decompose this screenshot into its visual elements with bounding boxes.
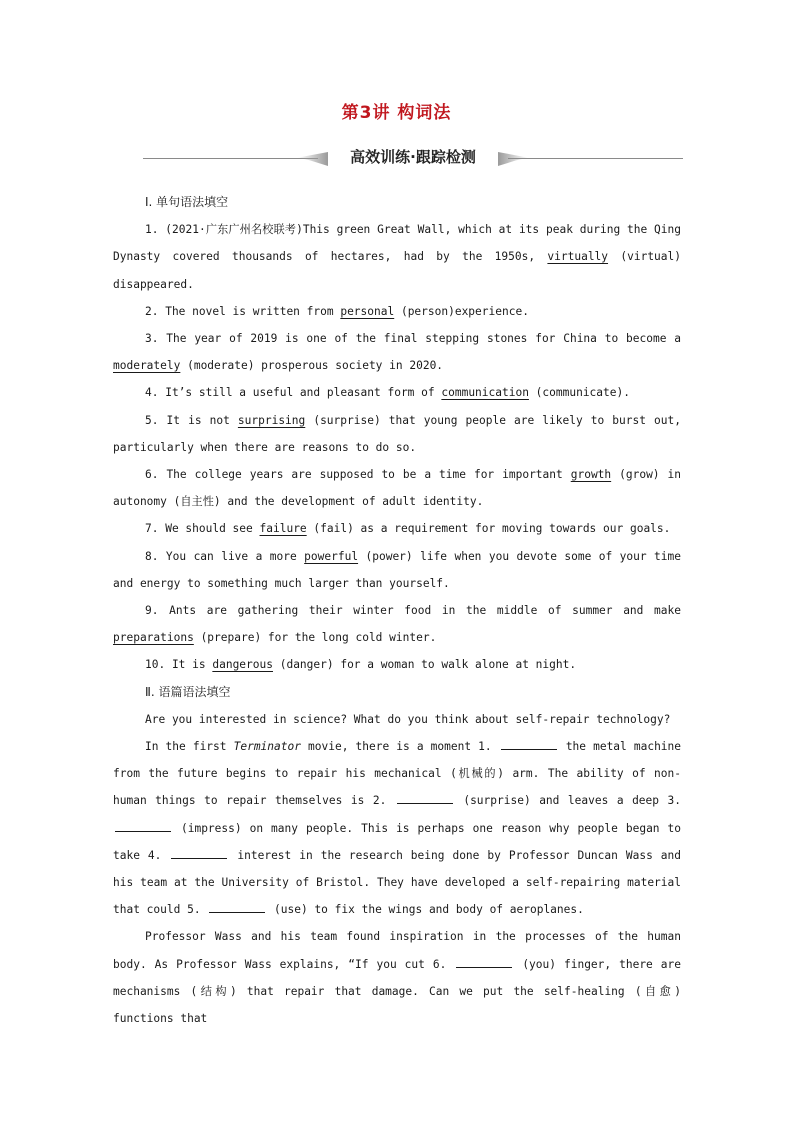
question-item: 5. It is not surprising (surprise) that young people are likely to burst out, particularly when there are reasons to do so. (113, 413, 681, 454)
worksheet-content (113, 189, 681, 1032)
banner-right-wedge (498, 152, 528, 166)
question-item: 8. You can live a more powerful (power) life when you devote some of your time and energy to something much larger than yourself. (113, 549, 681, 590)
question-item: 1. (2021·广东广州名校联考)This green Great Wall, which at its peak during the Qing Dynasty covered thousands of hectares, had by the 1950s, virtually (virtual) disappeared. (113, 223, 681, 291)
answer-text: virtually (547, 250, 609, 264)
answer-text: growth (570, 468, 612, 482)
answer-text: communication (441, 386, 529, 400)
answer-text: preparations (113, 631, 194, 645)
blank-2[interactable] (397, 790, 453, 804)
question-item: 9. Ants are gathering their winter food in the middle of summer and make preparations (prepare) for the long cold winter. (113, 604, 681, 645)
blank-1[interactable] (501, 736, 557, 750)
blank-5[interactable] (209, 899, 265, 913)
answer-text: powerful (304, 549, 359, 563)
page-title: 第3讲 构词法 (341, 103, 452, 123)
banner-right-line (508, 158, 683, 159)
section-heading-1: Ⅰ. 单句语法填空 (145, 195, 229, 209)
banner-left-line (143, 158, 318, 159)
section-banner (143, 144, 683, 172)
banner-title: 高效训练·跟踪检测 (350, 148, 476, 166)
answer-text: personal (340, 304, 395, 318)
section-heading-2: Ⅱ. 语篇语法填空 (145, 684, 231, 699)
blank-3[interactable] (115, 818, 171, 832)
question-item: 7. We should see failure (fail) as a requirement for moving towards our goals. (145, 522, 671, 536)
answer-text: failure (259, 522, 307, 536)
passage-paragraph-2: Professor Wass and his team found inspiration in the processes of the human body. As Professor Wass explains, “If you cut 6. (you) finger, there are mechanisms (结构) that repair that damage. Can we put the self-healing (自愈) functions that (113, 930, 681, 1026)
question-item: 10. It is dangerous (danger) for a woman to walk alone at night. (145, 658, 577, 672)
answer-text: dangerous (212, 658, 273, 672)
question-item: 6. The college years are supposed to be a time for important growth (grow) in autonomy (自主性) and the development of adult identity. (113, 468, 681, 509)
question-item: 2. The novel is written from personal (person)experience. (145, 304, 529, 318)
question-item: 3. The year of 2019 is one of the final stepping stones for China to become a moderately (moderate) prosperous society in 2020. (113, 332, 681, 373)
blank-6[interactable] (456, 954, 512, 968)
movie-title: Terminator (233, 740, 301, 754)
blank-4[interactable] (171, 845, 227, 859)
answer-text: moderately (113, 359, 181, 373)
answer-text: surprising (237, 413, 306, 427)
passage-paragraph-1: In the first Terminator movie, there is a moment 1. the metal machine from the future begins to repair his mechanical (机械的) arm. The ability of non-human things to repair themselves is 2. (surprise) and leaves a deep 3. (impress) on many people. This is perhaps one reason why people began to take 4. interest in the research being done by Professor Duncan Wass and his team at the University of Bristol. They have developed a self-repairing material that could 5. (use) to fix the wings and body of aeroplanes. (113, 733, 681, 923)
banner-left-wedge (298, 152, 328, 166)
question-item: 4. It’s still a useful and pleasant form of communication (communicate). (145, 386, 630, 400)
passage-intro: Are you interested in science? What do you think about self-repair technology? (145, 712, 671, 726)
